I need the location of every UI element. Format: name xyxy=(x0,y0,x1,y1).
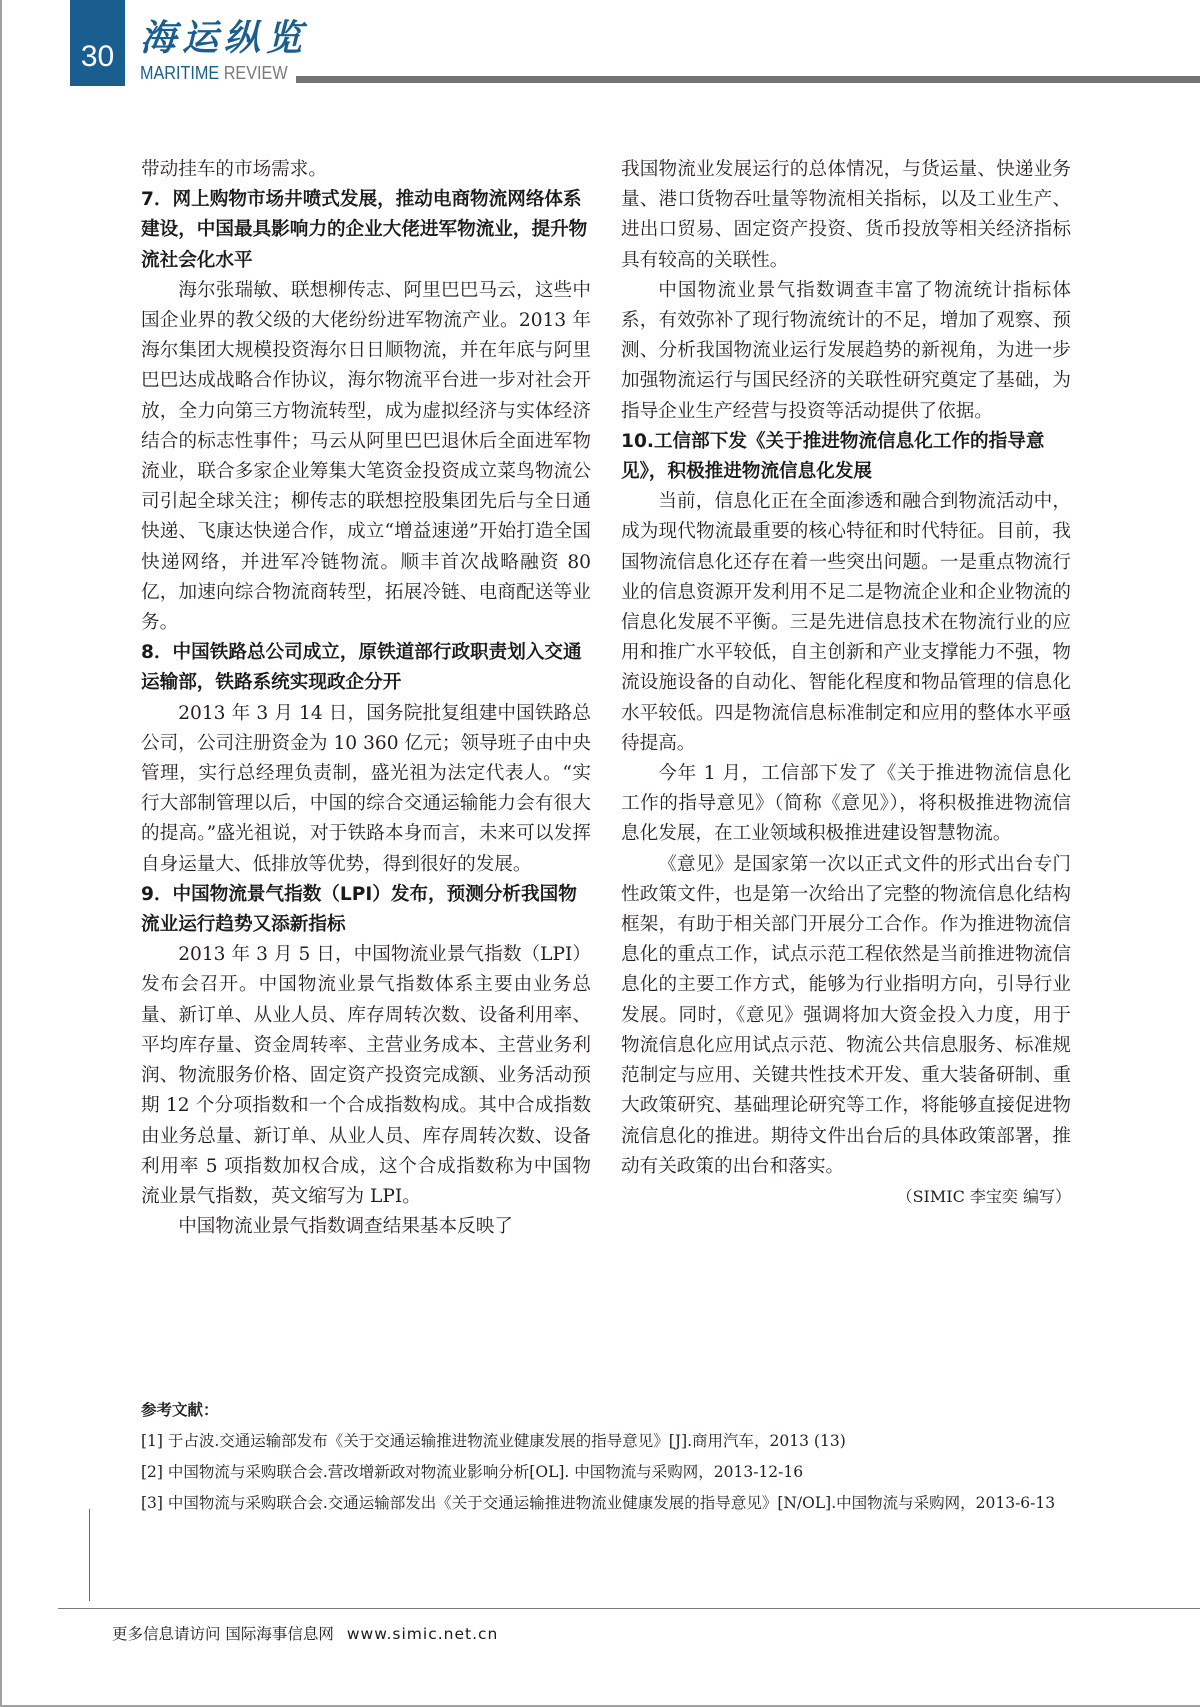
paragraph: 中国物流业景气指数调查结果基本反映了 xyxy=(178,1216,513,1238)
paragraph: 当前，信息化正在全面渗透和融合到物流活动中，成为现代物流最重要的核心特征和时代特征。目前，我国物流信息化还存在着一些突出问题。一是重点物流行业的信息资源开发利用不足二是物流企业和企业物流的信息化发展不平衡。三是先进信息技术在物流行业的应用和推广水平较低，自主创新和产业支撑能力不强，物流设施设备的自动化、智能化程度和物品管理的信息化水平较低。四是物流信息标准制定和应用的整体水平亟待提高。 xyxy=(621,491,1071,754)
paragraph: 《意见》是国家第一次以正式文件的形式出台专门性政策文件，也是第一次给出了完整的物流信息化结构框架，有助于相关部门开展分工合作。作为推进物流信息化的重点工作，试点示范工程依然是当前推进物流信息化的主要工作方式，能够为行业指明方向，引导行业发展。同时，《意见》强调将加大资金投入力度，用于物流信息化应用试点示范、物流公共信息服务、标准规范制定与应用、关键共性技术开发、重大装备研制、重大政策研究、基础理论研究等工作，将能够直接促进物流信息化的推进。期待文件出台后的具体政策部署，推动有关政策的出台和落实。 xyxy=(621,853,1071,1177)
reference-item: [1] 于占波.交通运输部发布《关于交通运输推进物流业健康发展的指导意见》[J].商用汽车，2013 (13) xyxy=(141,1432,846,1450)
right-column xyxy=(621,155,1071,1210)
page-number-badge xyxy=(70,0,125,86)
paragraph: 带动挂车的市场需求。 xyxy=(141,159,327,180)
header-rule xyxy=(296,76,1200,83)
references-title: 参考文献： xyxy=(141,1401,219,1419)
footer-url-link[interactable]: www.simic.net.cn xyxy=(346,1625,499,1643)
footer-rule xyxy=(58,1608,1200,1609)
footer-label: 更多信息请访问 国际海事信息网 xyxy=(112,1625,334,1643)
section-heading-8: 8．中国铁路总公司成立，原铁道部行政职责划入交通运输部，铁路系统实现政企分开 xyxy=(141,642,582,694)
masthead-logo-en xyxy=(140,64,288,82)
left-column xyxy=(141,155,591,1242)
references-section xyxy=(141,1395,1061,1519)
page-border-left xyxy=(0,0,2,1707)
paragraph: 2013 年 3 月 5 日，中国物流业景气指数（LPI）发布会召开。中国物流业景气指数体系主要由业务总量、新订单、从业人员、库存周转次数、设备利用率、平均库存量、资金周转率、主营业务成本、主营业务利润、物流服务价格、固定资产投资完成额、业务活动预期 12 个分项指数和一个合成指数构成。其中合成指数由业务总量、新订单、从业人员、库存周转次数、设备利用率 5 项指数加权合成，这个合成指数称为中国物流业景气指数，英文缩写为 LPI。 xyxy=(141,944,591,1207)
author-byline: （SIMIC 李宝奕 编写） xyxy=(896,1186,1071,1206)
paragraph: 今年 1 月，工信部下发了《关于推进物流信息化工作的指导意见》（简称《意见》），将积极推进物流信息化发展，在工业领域积极推进建设智慧物流。 xyxy=(621,763,1071,845)
paragraph: 中国物流业景气指数调查丰富了物流统计指标体系，有效弥补了现行物流统计的不足，增加了观察、预测、分析我国物流业运行发展趋势的新视角，为进一步加强物流运行与国民经济的关联性研究奠定了基础，为指导企业生产经营与投资等活动提供了依据。 xyxy=(621,279,1071,422)
section-heading-9: 9．中国物流景气指数（LPI）发布，预测分析我国物流业运行趋势又添新指标 xyxy=(141,883,577,936)
paragraph: 我国物流业发展运行的总体情况，与货运量、快递业务量、港口货物吞吐量等物流相关指标，以及工业生产、进出口贸易、固定资产投资、货币投放等相关经济指标具有较高的关联性。 xyxy=(621,159,1071,271)
page-footer xyxy=(112,1622,498,1644)
reference-item: [2] 中国物流与采购联合会.营改增新政对物流业影响分析[OL]. 中国物流与采购网，2013-12-16 xyxy=(141,1463,804,1481)
section-heading-10: 10.工信部下发《关于推进物流信息化工作的指导意见》，积极推进物流信息化发展 xyxy=(621,430,1045,483)
paragraph: 2013 年 3 月 14 日，国务院批复组建中国铁路总公司，公司注册资金为 10 360 亿元；领导班子由中央管理，实行总经理负责制，盛光祖为法定代表人。“实行大部制管理以后，中国的综合交通运输能力会有很大的提高。”盛光祖说，对于铁路本身而言，未来可以发挥自身运量大、低排放等优势，得到很好的发展。 xyxy=(141,702,591,875)
page-number: 30 xyxy=(80,40,115,73)
masthead-en-maritime: MARITIME xyxy=(140,63,220,83)
footer-crop-mark-vertical xyxy=(89,1509,90,1601)
reference-item: [3] 中国物流与采购联合会.交通运输部发出《关于交通运输推进物流业健康发展的指导意见》[N/OL].中国物流与采购网，2013-6-13 xyxy=(141,1494,1056,1512)
masthead-en-review: REVIEW xyxy=(223,63,288,83)
paragraph: 海尔张瑞敏、联想柳传志、阿里巴巴马云，这些中国企业界的教父级的大佬纷纷进军物流产业。2013 年海尔集团大规模投资海尔日日顺物流，并在年底与阿里巴巴达成战略合作协议，海尔物流平台进一步对社会开放，全力向第三方物流转型，成为虚拟经济与实体经济结合的标志性事件；马云从阿里巴巴退休后全面进军物流业，联合多家企业筹集大笔资金投资成立菜鸟物流公司引起全球关注；柳传志的联想控股集团先后与全日通快递、飞康达快递合作，成立“增益速递”开始打造全国快递网络，并进军冷链物流。顺丰首次战略融资 80 亿，加速向综合物流商转型，拓展冷链、电商配送等业务。 xyxy=(141,279,591,634)
section-heading-7: 7．网上购物市场井喷式发展，推动电商物流网络体系建设，中国最具影响力的企业大佬进军物流业，提升物流社会化水平 xyxy=(141,189,588,271)
masthead-logo-cn: 海运纵览 xyxy=(140,17,309,59)
